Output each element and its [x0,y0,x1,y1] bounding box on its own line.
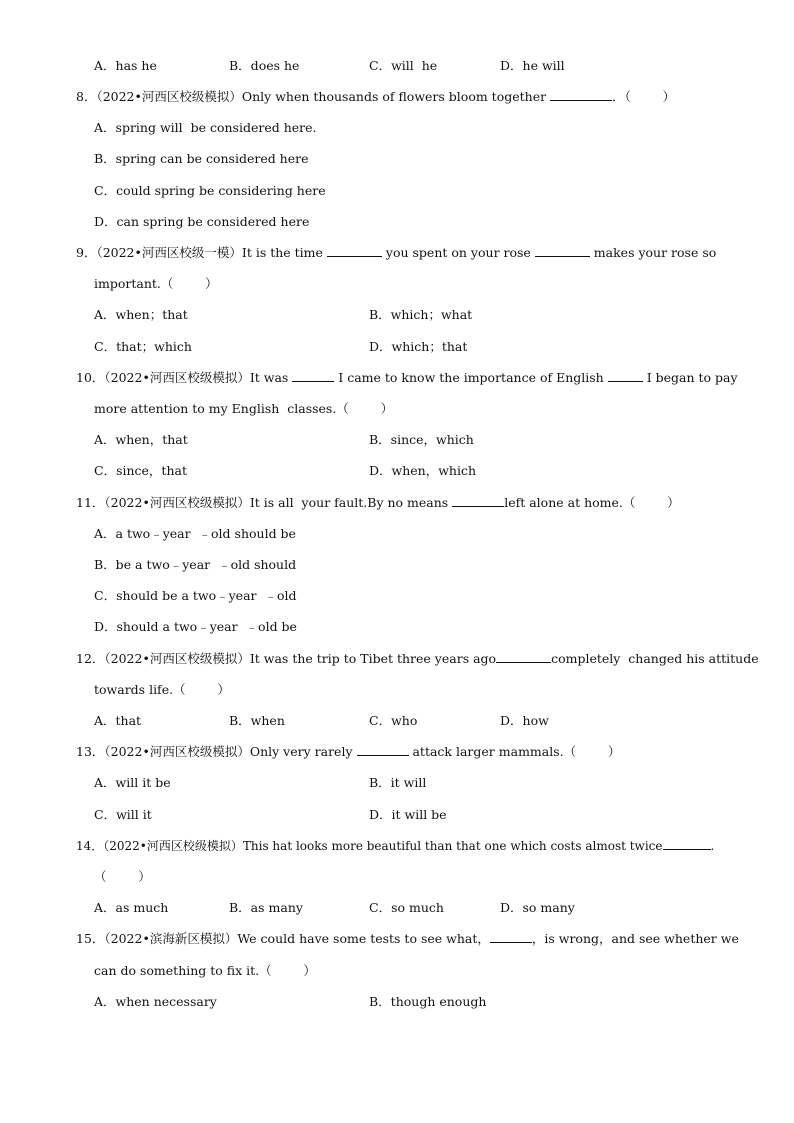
q12-option-b: B．when [229,713,285,728]
q7-option-d: D．he will [500,58,565,73]
answer-blank [292,370,334,382]
q14-stem-line2: （ ） [94,869,151,884]
q14-option-d: D．so many [500,900,575,915]
q13-option-a: A．will it be [94,775,171,790]
q13-option-b: B．it will [369,775,427,790]
q9-option-c: C．that；which [94,339,192,354]
q10-option-a: A．when，that [94,432,188,447]
q10-option-b: B．since，which [369,432,474,447]
q8-option-c: C．could spring be considering here [94,183,326,198]
q10-stem-line2: more attention to my English classes.（ ） [94,401,394,416]
q15-option-b: B．though enough [369,994,487,1009]
q12-option-a: A．that [94,713,142,728]
q8-stem: 8．（2022•河西区校级模拟）Only when thousands of flowers bloom together ．（ ） [76,89,676,104]
answer-blank [490,931,532,943]
q12-option-d: D．how [500,713,549,728]
q11-option-a: A．a two﹣year ﹣old should be [94,526,296,541]
q10-option-d: D．when，which [369,463,477,478]
q8-option-d: D．can spring be considered here [94,214,310,229]
answer-blank [496,651,551,663]
q15-stem-line2: can do something to fix it.（ ） [94,963,316,978]
q10-stem: 10．（2022•河西区校级模拟）It was I came to know the importance of English I began to pay [76,370,738,385]
q14-option-b: B．as many [229,900,303,915]
answer-blank [327,245,382,257]
q12-stem: 12．（2022•河西区校级模拟）It was the trip to Tibet three years ago completely changed his attitude [76,651,759,666]
q12-option-c: C．who [369,713,418,728]
answer-blank [608,370,643,382]
answer-blank [357,744,409,756]
q15-stem: 15．（2022•滨海新区模拟）We could have some tests to see what， ，is wrong，and see whether we [76,931,739,946]
q11-option-c: C．should be a two﹣year ﹣old [94,588,297,603]
q11-option-d: D．should a two﹣year ﹣old be [94,619,297,634]
q13-option-d: D．it will be [369,807,447,822]
q11-option-b: B．be a two﹣year ﹣old should [94,557,297,572]
answer-blank [535,245,590,257]
q8-option-b: B．spring can be considered here [94,151,309,166]
q13-option-c: C．will it [94,807,152,822]
q15-option-a: A．when necessary [94,994,217,1009]
q9-option-d: D．which；that [369,339,468,354]
q14-stem: 14．（2022•河西区校级模拟）This hat looks more beautiful than that one which costs almost twice . [76,839,715,853]
q9-option-b: B．which；what [369,307,473,322]
answer-blank [550,89,612,101]
q9-stem-line2: important.（ ） [94,276,218,291]
q7-option-a: A．has he [94,58,157,73]
q8-option-a: A．spring will be considered here. [94,120,317,135]
q9-option-a: A．when；that [94,307,188,322]
answer-blank [663,838,711,850]
q12-stem-line2: towards life.（ ） [94,682,230,697]
q7-option-b: B．does he [229,58,300,73]
q7-option-c: C．will he [369,58,438,73]
q14-option-c: C．so much [369,900,444,915]
q10-option-c: C．since，that [94,463,187,478]
q9-stem: 9．（2022•河西区校级一模）It is the time you spent on your rose makes your rose so [76,245,717,260]
q11-stem: 11．（2022•河西区校级模拟）It is all your fault.By no means left alone at home.（ ） [76,495,680,510]
q13-stem: 13．（2022•河西区校级模拟）Only very rarely attack larger mammals.（ ） [76,744,621,759]
answer-blank [452,495,504,507]
q14-option-a: A．as much [94,900,169,915]
